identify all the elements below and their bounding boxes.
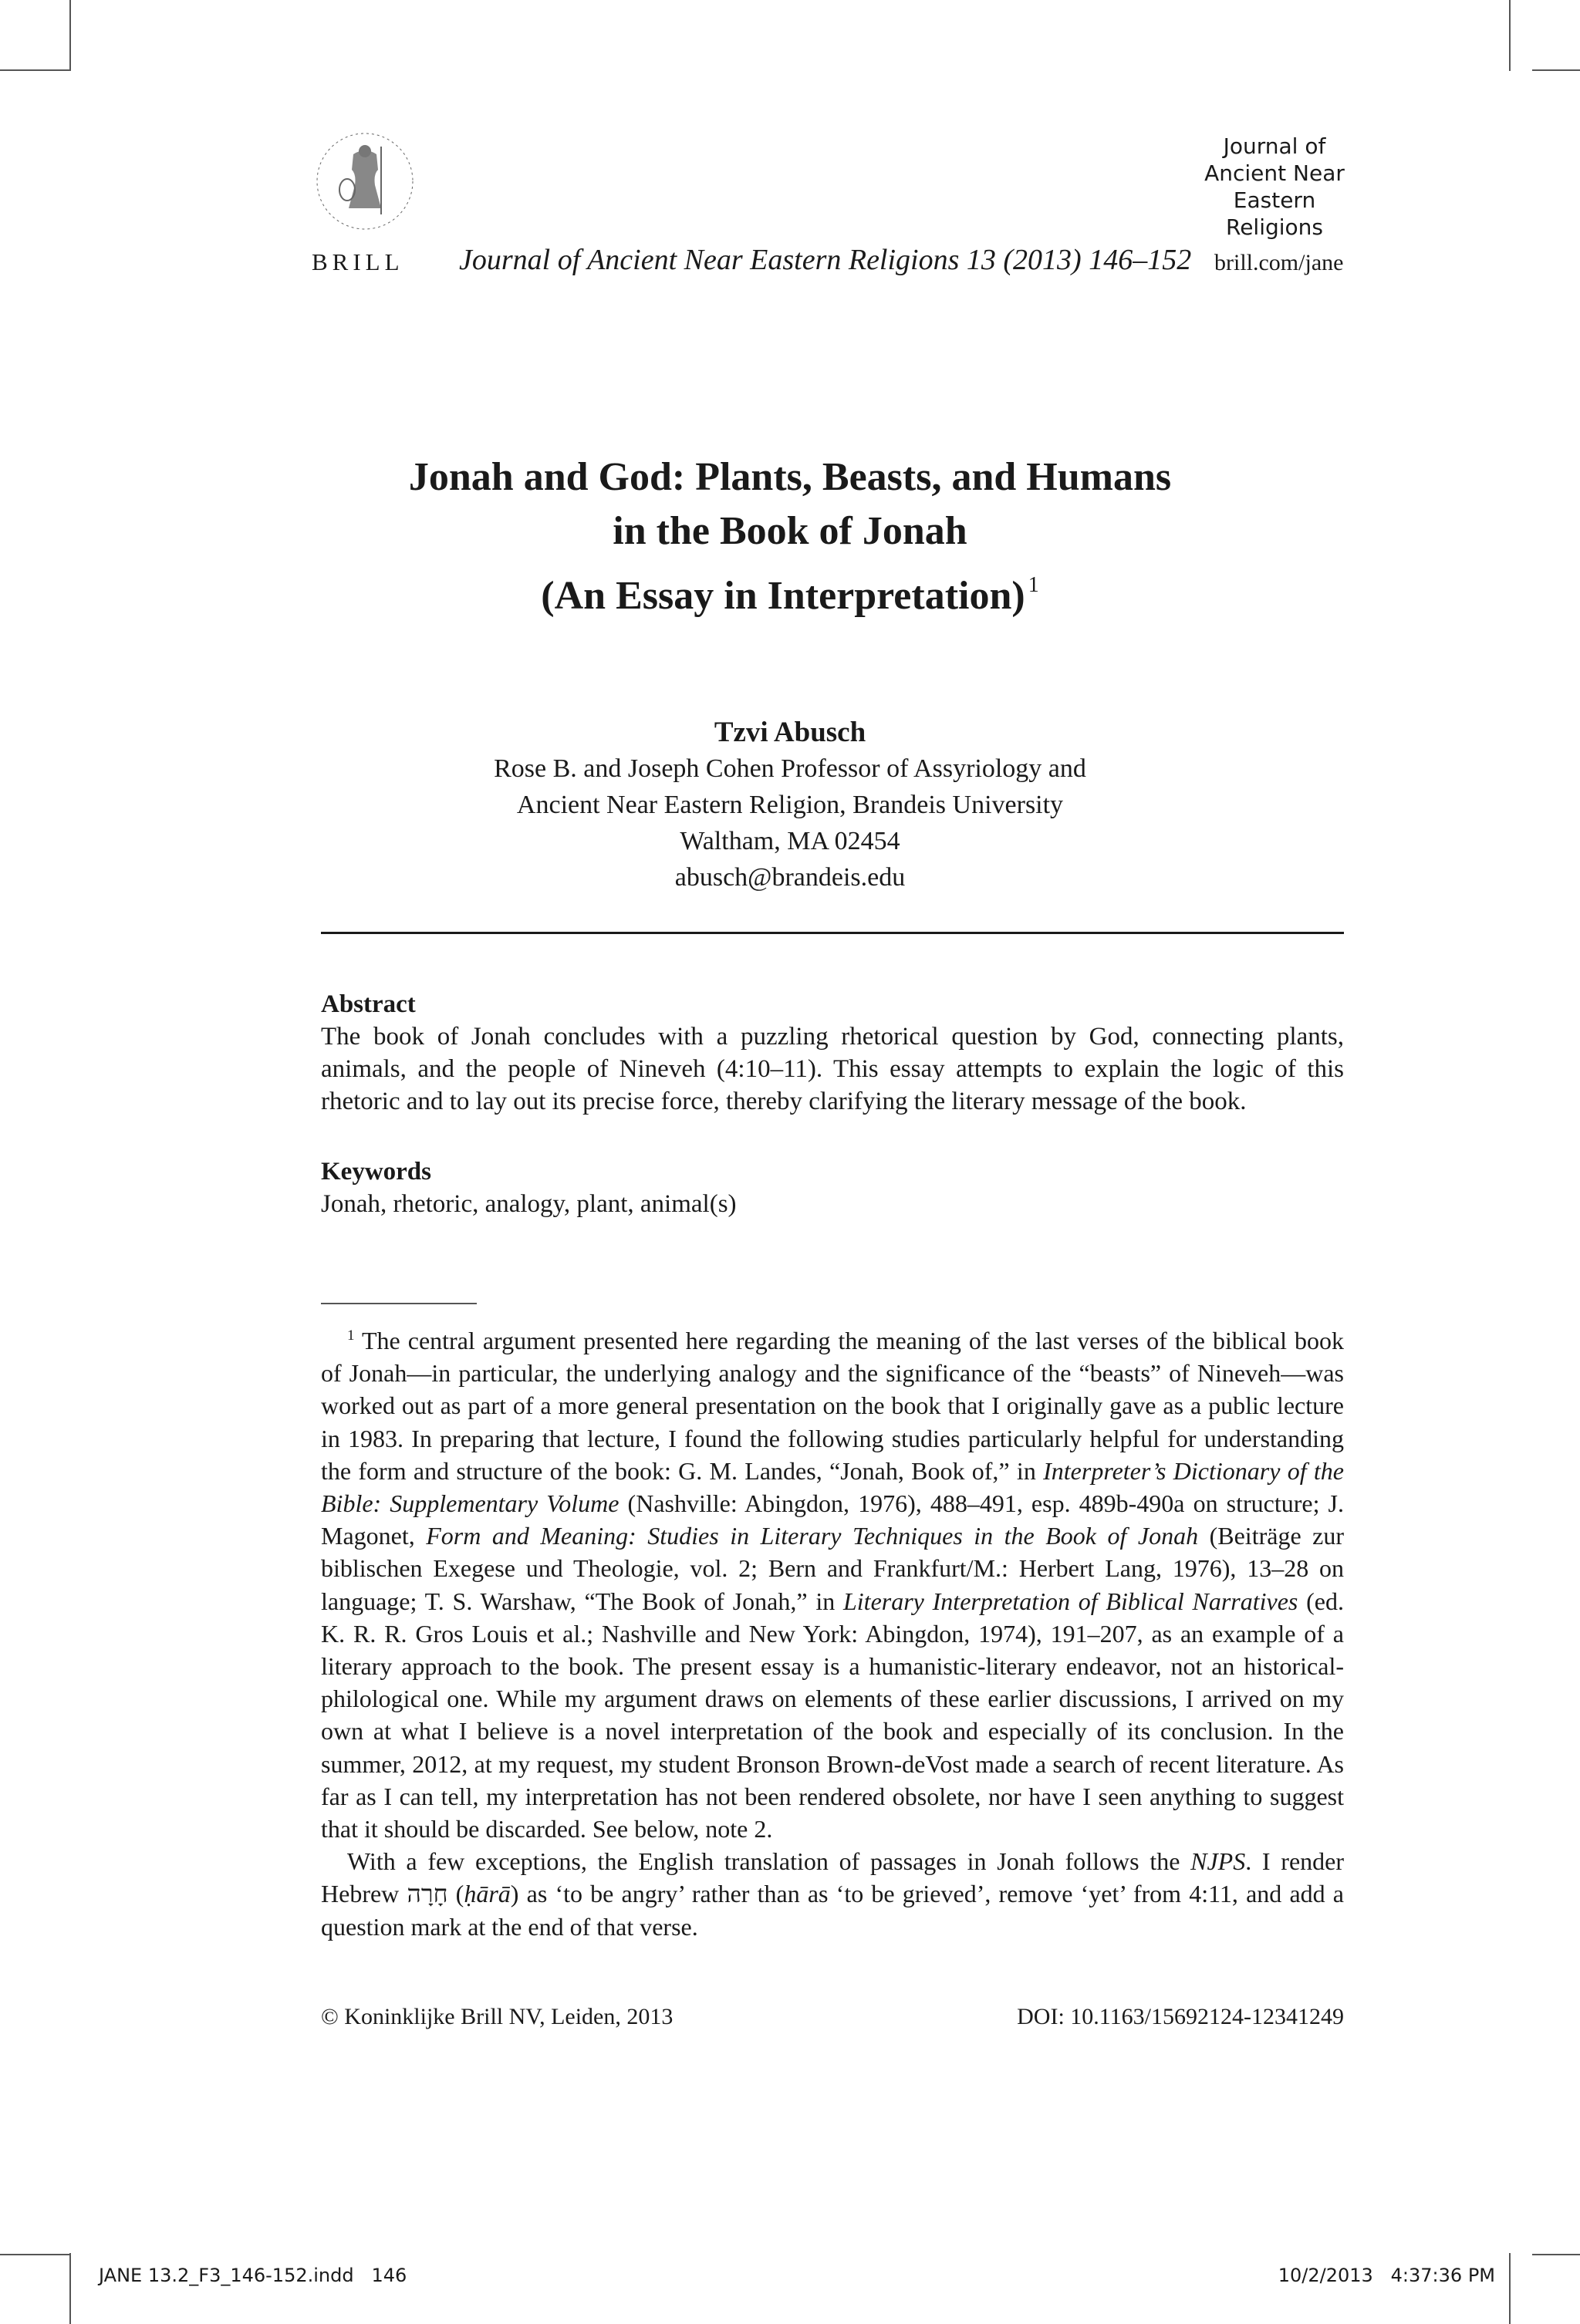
journal-logo (1188, 133, 1361, 241)
footnote-text: With a few exceptions, the English translation of passages in Jonah follows the (347, 1847, 1191, 1876)
crop-mark (69, 2253, 71, 2324)
author-affiliation: Ancient Near Eastern Religion, Brandeis University (516, 791, 1064, 819)
crop-mark (0, 69, 71, 71)
footnote-citation-title: Form and Meaning: Studies in Literary Techniques in the Book of Jonah (426, 1522, 1199, 1550)
hebrew-word: חָרָה (407, 1880, 448, 1908)
footnote-text: ( (447, 1880, 464, 1908)
footnote-divider (321, 1303, 477, 1304)
footnote-text: ) as ‘to be angry’ rather than as ‘to be grieved’, remove ‘yet’ from 4:11, and add a question mark at the end of that verse. (321, 1880, 1345, 1941)
title-line: (An Essay in Interpretation) (541, 574, 1025, 618)
crop-mark (1509, 0, 1511, 71)
copyright-notice: © Koninklijke Brill NV, Leiden, 2013 (321, 2004, 674, 2029)
print-slug-timestamp: 10/2/2013 4:37:36 PM (1278, 2265, 1495, 2286)
journal-logo-line: Eastern (1233, 187, 1316, 213)
footnote-abbreviation: NJPS (1190, 1847, 1246, 1876)
abstract-section (321, 988, 1344, 1118)
print-slug-file: JANE 13.2_F3_146-152.indd 146 (99, 2265, 407, 2286)
keywords-section (321, 1155, 1344, 1220)
article-title (231, 450, 1349, 623)
author-block (231, 714, 1349, 896)
crop-mark (1509, 2253, 1511, 2324)
header-divider (321, 932, 1344, 934)
author-email: abusch@brandeis.edu (674, 863, 906, 892)
journal-logo-line: Religions (1226, 214, 1323, 240)
brill-seal-logo (307, 123, 423, 239)
journal-citation: Journal of Ancient Near Eastern Religions 13 (2013) 146–152 (459, 244, 1192, 276)
journal-logo-line: Journal of (1223, 133, 1326, 159)
footnote-citation-title: Interpreter’s Dictionary of the Bible: Supplementary Volume (321, 1456, 1345, 1518)
title-line: in the Book of Jonah (613, 509, 967, 553)
crop-mark (69, 0, 71, 71)
footnote-text: (Nashville: Abingdon, 1976), 488–491, esp. 489b-490a on structure; J. Magonet, (321, 1489, 1345, 1550)
publisher-name: BRILL (312, 248, 404, 275)
footnote-ref: 1 (1028, 573, 1039, 597)
abstract-heading: Abstract (321, 990, 416, 1018)
footnote-paragraph (321, 1320, 1344, 1845)
transliteration: ḥārā (464, 1880, 511, 1908)
seal-icon (307, 123, 423, 239)
title-line-with-note (231, 558, 1349, 623)
keywords-heading: Keywords (321, 1158, 431, 1186)
footnote-text: The central argument presented here regarding the meaning of the last verses of the biblical book of Jonah—in particular, the underlying analogy and the significance of the “beasts” of Nineveh—was worked out as part of a more general presentation on the book that I originally gave as a public lecture in 1983. In preparing that lecture, I found the following studies particularly helpful for understanding the form and structure of the book: G. M. Landes, “Jonah, Book of,” in (321, 1327, 1345, 1485)
crop-mark (1532, 2254, 1580, 2255)
footnote-text: (Beiträge zur biblischen Exegese und Theologie, vol. 2; Bern and Frankfurt/M.: Herbert Lang, 1976), 13–28 on language; T. S. Warshaw, “The Book of Jonah,” in (321, 1522, 1345, 1615)
footnote-text: (ed. K. R. R. Gros Louis et al.; Nashville and New York: Abingdon, 1974), 191–207, as an example of a literary approach to the book. The present essay is a humanistic-literary endeavor, not an historical-philological one. While my argument draws on elements of these earlier discussions, I arrived on my own at what I believe is a novel interpretation of the book and especially of its conclusion. In the summer, 2012, at my request, my student Bronson Brown-deVost made a search of recent literature. As far as I can tell, my interpretation has not been rendered obsolete, nor have I seen anything to suggest that it should be discarded. See below, note 2. (321, 1587, 1344, 1843)
title-line: Jonah and God: Plants, Beasts, and Humans (408, 455, 1172, 499)
author-affiliation: Rose B. and Joseph Cohen Professor of Assyriology and (494, 754, 1086, 783)
footnote-number: 1 (347, 1327, 355, 1344)
keywords-text: Jonah, rhetoric, analogy, plant, animal(s) (321, 1190, 737, 1218)
crop-mark (0, 2254, 71, 2255)
journal-website: brill.com/jane (1214, 250, 1344, 275)
footnote (321, 1320, 1344, 1943)
journal-logo-line: Ancient Near (1204, 160, 1345, 186)
abstract-text: The book of Jonah concludes with a puzzling rhetorical question by God, connecting plants, animals, and the people of Nineveh (4:10–11). This essay attempts to explain the logic of this rhetoric and to lay out its precise force, thereby clarifying the literary message of the book. (321, 1023, 1344, 1115)
footnote-citation-title: Literary Interpretation of Biblical Narratives (842, 1587, 1298, 1615)
crop-mark (1532, 69, 1580, 71)
doi: DOI: 10.1163/15692124-12341249 (1017, 2004, 1344, 2029)
footnote-text: . I render Hebrew (321, 1847, 1345, 1908)
author-address: Waltham, MA 02454 (680, 827, 900, 855)
footnote-paragraph (321, 1845, 1344, 1943)
author-name: Tzvi Abusch (714, 717, 866, 748)
